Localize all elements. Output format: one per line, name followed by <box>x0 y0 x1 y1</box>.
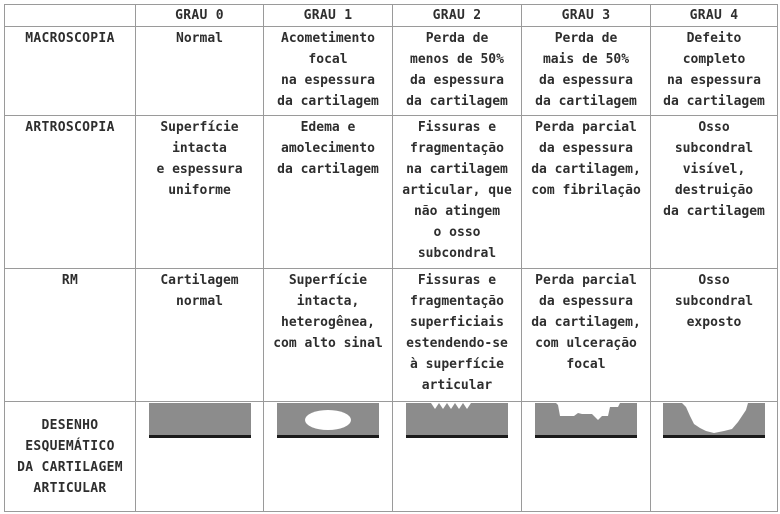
cell-macroscopia-grau-4: Defeito completo na espessura da cartilagem <box>663 31 765 109</box>
cartilage-grade-4-icon <box>662 402 766 442</box>
cell-macroscopia-grau-0: Normal <box>176 31 223 46</box>
cell-artroscopia-grau-0: Superfície intacta e espessura uniforme <box>156 120 243 198</box>
column-header-grau-1: GRAU 1 <box>264 5 393 27</box>
cartilage-grade-1-icon <box>276 402 380 442</box>
row-label-desenho-esquematico: DESENHO ESQUEMÁTICO DA CARTILAGEM ARTICULAR <box>17 418 123 496</box>
column-header-grau-2: GRAU 2 <box>393 5 522 27</box>
column-header-grau-3: GRAU 3 <box>522 5 651 27</box>
row-artroscopia <box>5 116 778 269</box>
cell-rm-grau-0: Cartilagem normal <box>160 273 239 309</box>
cell-artroscopia-grau-4: Osso subcondral visível, destruição da cartilagem <box>663 120 765 219</box>
column-header-grau-0: GRAU 0 <box>136 5 264 27</box>
header-row <box>5 5 778 27</box>
row-macroscopia <box>5 27 778 116</box>
cell-rm-grau-4: Osso subcondral exposto <box>674 273 754 330</box>
row-label-macroscopia: MACROSCOPIA <box>25 31 115 46</box>
row-label-artroscopia: ARTROSCOPIA <box>25 120 115 135</box>
row-rm <box>5 269 778 402</box>
cell-macroscopia-grau-3: Perda de mais de 50% da espessura da cartilagem <box>535 31 637 109</box>
cell-rm-grau-2: Fissuras e fragmentação superficiais estendendo-se à superfície articular <box>406 273 508 393</box>
cartilage-grade-0-icon <box>148 402 252 442</box>
column-header-grau-4: GRAU 4 <box>651 5 778 27</box>
cartilage-grade-3-icon <box>534 402 638 442</box>
cell-artroscopia-grau-3: Perda parcial da espessura da cartilagem, com fibrilação <box>531 120 641 198</box>
corner-cell <box>5 5 136 27</box>
cell-macroscopia-grau-2: Perda de menos de 50% da espessura da cartilagem <box>406 31 508 109</box>
cell-macroscopia-grau-1: Acometimento focal na espessura da cartilagem <box>277 31 379 109</box>
cell-artroscopia-grau-1: Edema e amolecimento da cartilagem <box>277 120 379 177</box>
row-desenho <box>5 402 778 512</box>
cell-rm-grau-1: Superfície intacta, heterogênea, com alto sinal <box>273 273 383 351</box>
cartilage-grade-2-icon <box>405 402 509 442</box>
cell-artroscopia-grau-2: Fissuras e fragmentação na cartilagem articular, que não atingem o osso subcondral <box>402 120 512 261</box>
cell-rm-grau-3: Perda parcial da espessura da cartilagem, com ulceração focal <box>531 273 641 372</box>
cartilage-grade-table <box>4 4 778 512</box>
row-label-rm: RM <box>61 273 79 288</box>
